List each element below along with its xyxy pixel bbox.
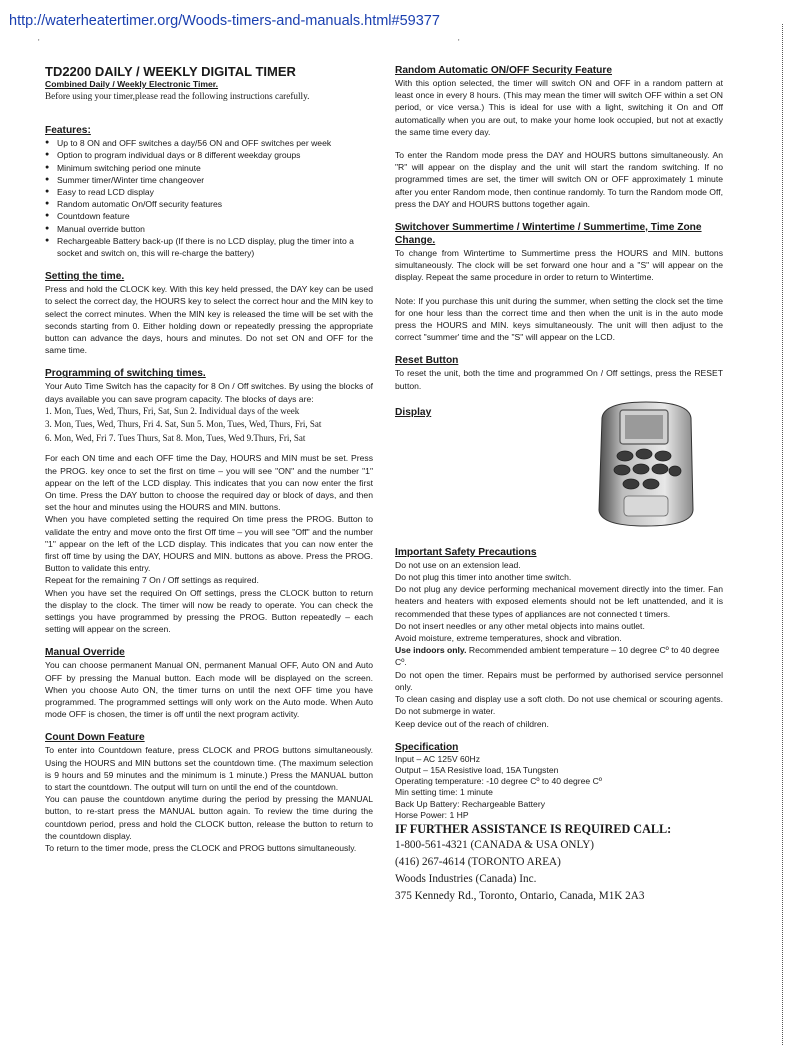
safety-item: Avoid moisture, extreme temperatures, shock and vibration. <box>395 633 622 644</box>
contact-company: Woods Industries (Canada) Inc. <box>395 872 537 885</box>
timer-device-image <box>594 400 699 528</box>
day-block-line: 3. Mon, Tues, Wed, Thurs, Fri 4. Sat, Sun 5. Mon, Tues, Wed, Thurs, Fri, Sat <box>45 419 322 430</box>
indoor-bold: Use indoors only. <box>395 645 467 656</box>
scan-speck: ' <box>38 38 40 47</box>
contact-phone-toronto: (416) 267-4614 (TORONTO AREA) <box>395 855 561 868</box>
programming-text-3: When you have completed setting the required On time press the PROG. Button to validate the entry and move onto the first Off time – you will see "Off" and the number "1" appear on the left of the LCD display. This indicates that you can now enter the first off time by using the DAY, HOURS and MIN. buttons as above. Press the PROG. Button to validate this entry. <box>45 514 373 574</box>
contact-address: 375 Kennedy Rd., Toronto, Ontario, Canada, M1K 2A3 <box>395 889 645 902</box>
left-column <box>45 64 373 854</box>
spec-item: Min setting time: 1 minute <box>395 787 493 798</box>
programming-text-2: For each ON time and each OFF time the Day, HOURS and MIN must be set. Press the PROG. key once to set the first on time – you will see "ON" and the number "1" appear on the left of the LCD display. This indicates that you can now enter the first On time. Press the DAY button to choose the required day or block of days, and then set the hour and minutes using the HOURS and MIN. buttons. <box>45 453 373 513</box>
feature-item: ● Summer timer/Winter time changeover <box>45 174 373 186</box>
programming-text-4: Repeat for the remaining 7 On / Off settings as required. <box>45 575 259 586</box>
random-text-2: To enter the Random mode press the DAY and HOURS buttons simultaneously. An "R" will appear on the display and the unit will start the random switching. If no programmed times are set, the timer will switch ON or OFF approximately 1 minute after you enter Random mode, then continue randomly. To turn the Random mode Off, press the DAY and HOURS buttons together again. <box>395 150 723 209</box>
features-list <box>45 137 373 259</box>
display-heading: Display <box>395 406 432 418</box>
spec-item: Output – 15A Resistive load, 15A Tungsten <box>395 764 559 775</box>
feature-item: ● Easy to read LCD display <box>45 186 373 198</box>
feature-item: ● Option to program individual days or 8 different weekday groups <box>45 149 373 161</box>
features-heading: Features: <box>45 125 91 137</box>
document-subtitle: Combined Daily / Weekly Electronic Timer. <box>45 79 219 89</box>
reset-text: To reset the unit, both the time and programmed On / Off settings, press the RESET button. <box>395 368 723 391</box>
reset-heading: Reset Button <box>395 355 459 367</box>
feature-item: ● Minimum switching period one minute <box>45 162 373 174</box>
contact-phone-toll-free: 1-800-561-4321 (CANADA & USA ONLY) <box>395 838 595 851</box>
feature-item: ● Rechargeable Battery back-up (If there is no LCD display, plug the timer into a socket and switch on, this will re-charge the battery) <box>45 235 373 259</box>
countdown-text-2: You can pause the countdown anytime during the period by pressing the MANUAL button, to re-start press the MANUAL button again. To review the time during the countdown period, press and hold the CLOCK button, release the button to return to the countdown display. <box>45 794 373 841</box>
countdown-text-3: To return to the timer mode, press the CLOCK and PROG buttons simultaneously. <box>45 843 357 854</box>
safety-item: Do not plug any device performing mechanical movement directly into the timer. Fan heaters and heaters with exposed elements should not be left unattended, and it is recommended that these types of appliances are not connected t timers. <box>395 584 723 619</box>
setting-time-text: Press and hold the CLOCK key. With this key held pressed, the DAY key can be used to select the correct day, the HOURS key to select the correct hour and the MIN key to select the correct minutes. When the MIN key is released the time will be set with the seconds starting from 0. Either holding down or repeatedly pressing the appropriate button can advance the days, hours and minutes. Do not set ON and OFF for the same time. <box>45 284 373 356</box>
switchover-text: To change from Wintertime to Summertime press the HOURS and MIN. buttons simultaneously. The clock will be set forward one hour and a "S" will appear on the display. Repeat the same procedure in order to return to Wintertime. <box>395 248 723 283</box>
safety-heading: Important Safety Precautions <box>395 546 537 558</box>
feature-item: ● Random automatic On/Off security features <box>45 198 373 210</box>
random-heading: Random Automatic ON/OFF Security Feature <box>395 65 612 76</box>
spec-item: Input – AC 125V 60Hz <box>395 753 481 764</box>
switchover-note: Note: If you purchase this unit during the summer, when setting the clock set the time for one hour less than the correct time and then when the unit is in the auto mode press the HOURS and MIN. keys simultaneously. The unit will then adjust to the correct "summer' time and the "S" will appear on the LCD. <box>395 295 723 343</box>
assistance-heading: IF FURTHER ASSISTANCE IS REQUIRED CALL: <box>395 821 672 836</box>
programming-text-5: When you have set the required On Off settings, press the CLOCK button to return the display to the clock. The timer will now be ready to operate. You can check the settings you have programmed by pressing the PROG. Button repeatedly – each setting will appear on the screen. <box>45 587 373 635</box>
right-column <box>395 64 723 905</box>
countdown-text: To enter into Countdown feature, press CLOCK and PROG buttons simultaneously. Using the HOURS and MIN buttons set the countdown time. (The maximum selection is 9 hours and 59 minutes and the minimum is 1 minute.) Press the MANUAL button to start the countdown. The output will turn on until the end of the countdown. <box>45 745 373 793</box>
spec-item: Horse Power: 1 HP <box>395 809 469 820</box>
spec-list <box>395 754 723 821</box>
indoor-line <box>395 644 723 668</box>
day-block-line: 6. Mon, Wed, Fri 7. Tues Thurs, Sat 8. Mon, Tues, Wed 9.Thurs, Fri, Sat <box>45 432 306 443</box>
manual-override-text: You can choose permanent Manual ON, permanent Manual OFF, Auto ON and Auto OFF by pressing the Manual button. Each mode will be displayed on the screen. When you choose Auto ON, the timer turns on until the next OFF time you have programmed. The programmed settings will only work on the Auto mode. When Auto mode OFF is chosen, the timer is off until the next program activity. <box>45 660 373 720</box>
scan-speck: ' <box>458 38 460 47</box>
programming-heading: Programming of switching times. <box>45 368 206 380</box>
spec-heading: Specification <box>395 741 459 753</box>
contact-block <box>395 837 723 905</box>
safety-item: Do not insert needles or any other metal objects into mains outlet. <box>395 620 645 631</box>
countdown-heading: Count Down Feature <box>45 732 145 744</box>
intro-text: Before using your timer,please read the following instructions carefully. <box>45 91 310 101</box>
spec-item: Operating temperature: -10 degree Cº to 40 degree Cº <box>395 776 602 787</box>
document-title: TD2200 DAILY / WEEKLY DIGITAL TIMER <box>45 64 296 79</box>
day-blocks <box>45 405 373 446</box>
source-url[interactable]: http://waterheatertimer.org/Woods-timers-and-manuals.html#59377 <box>9 13 440 29</box>
safety-item: Do not open the timer. Repairs must be performed by authorised service personnel only. <box>395 669 723 692</box>
page-edge-rule <box>782 24 784 1045</box>
feature-item: ● Manual override button <box>45 223 373 235</box>
programming-text: Your Auto Time Switch has the capacity for 8 On / Off switches. By using the blocks of days available you can save program capacity. The blocks of days are: <box>45 381 373 404</box>
setting-time-heading: Setting the time. <box>45 271 125 283</box>
feature-item: ● Countdown feature <box>45 210 373 222</box>
manual-override-heading: Manual Override <box>45 647 125 659</box>
safety-item: Do not use on an extension lead. <box>395 559 521 570</box>
feature-item: ● Up to 8 ON and OFF switches a day/56 ON and OFF switches per week <box>45 137 373 149</box>
indoor-text: Recommended ambient temperature – 10 degree Cº to 40 degree Cº. <box>395 645 720 668</box>
display-section <box>395 406 723 546</box>
safety-item: Keep device out of the reach of children. <box>395 718 549 729</box>
random-text: With this option selected, the timer will switch ON and OFF in a random pattern at least once in every 8 hours. (This may mean the timer will switch OFF within a set ON period, or vice versa.) This is ideal for use with a light, switching it On and Off automatically when you are out, to make your home look occupied, but not at exactly the same time every day. <box>395 78 723 137</box>
spec-item: Back Up Battery: Rechargeable Battery <box>395 798 545 809</box>
safety-item: Do not plug this timer into another time switch. <box>395 572 572 583</box>
safety-item: To clean casing and display use a soft cloth. Do not use chemical or scouring agents. Do not submerge in water. <box>395 694 723 717</box>
day-block-line: 1. Mon, Tues, Wed, Thurs, Fri, Sat, Sun 2. Individual days of the week <box>45 405 300 416</box>
switchover-heading: Switchover Summertime / Wintertime / Summertime, Time Zone Change. <box>395 222 702 247</box>
